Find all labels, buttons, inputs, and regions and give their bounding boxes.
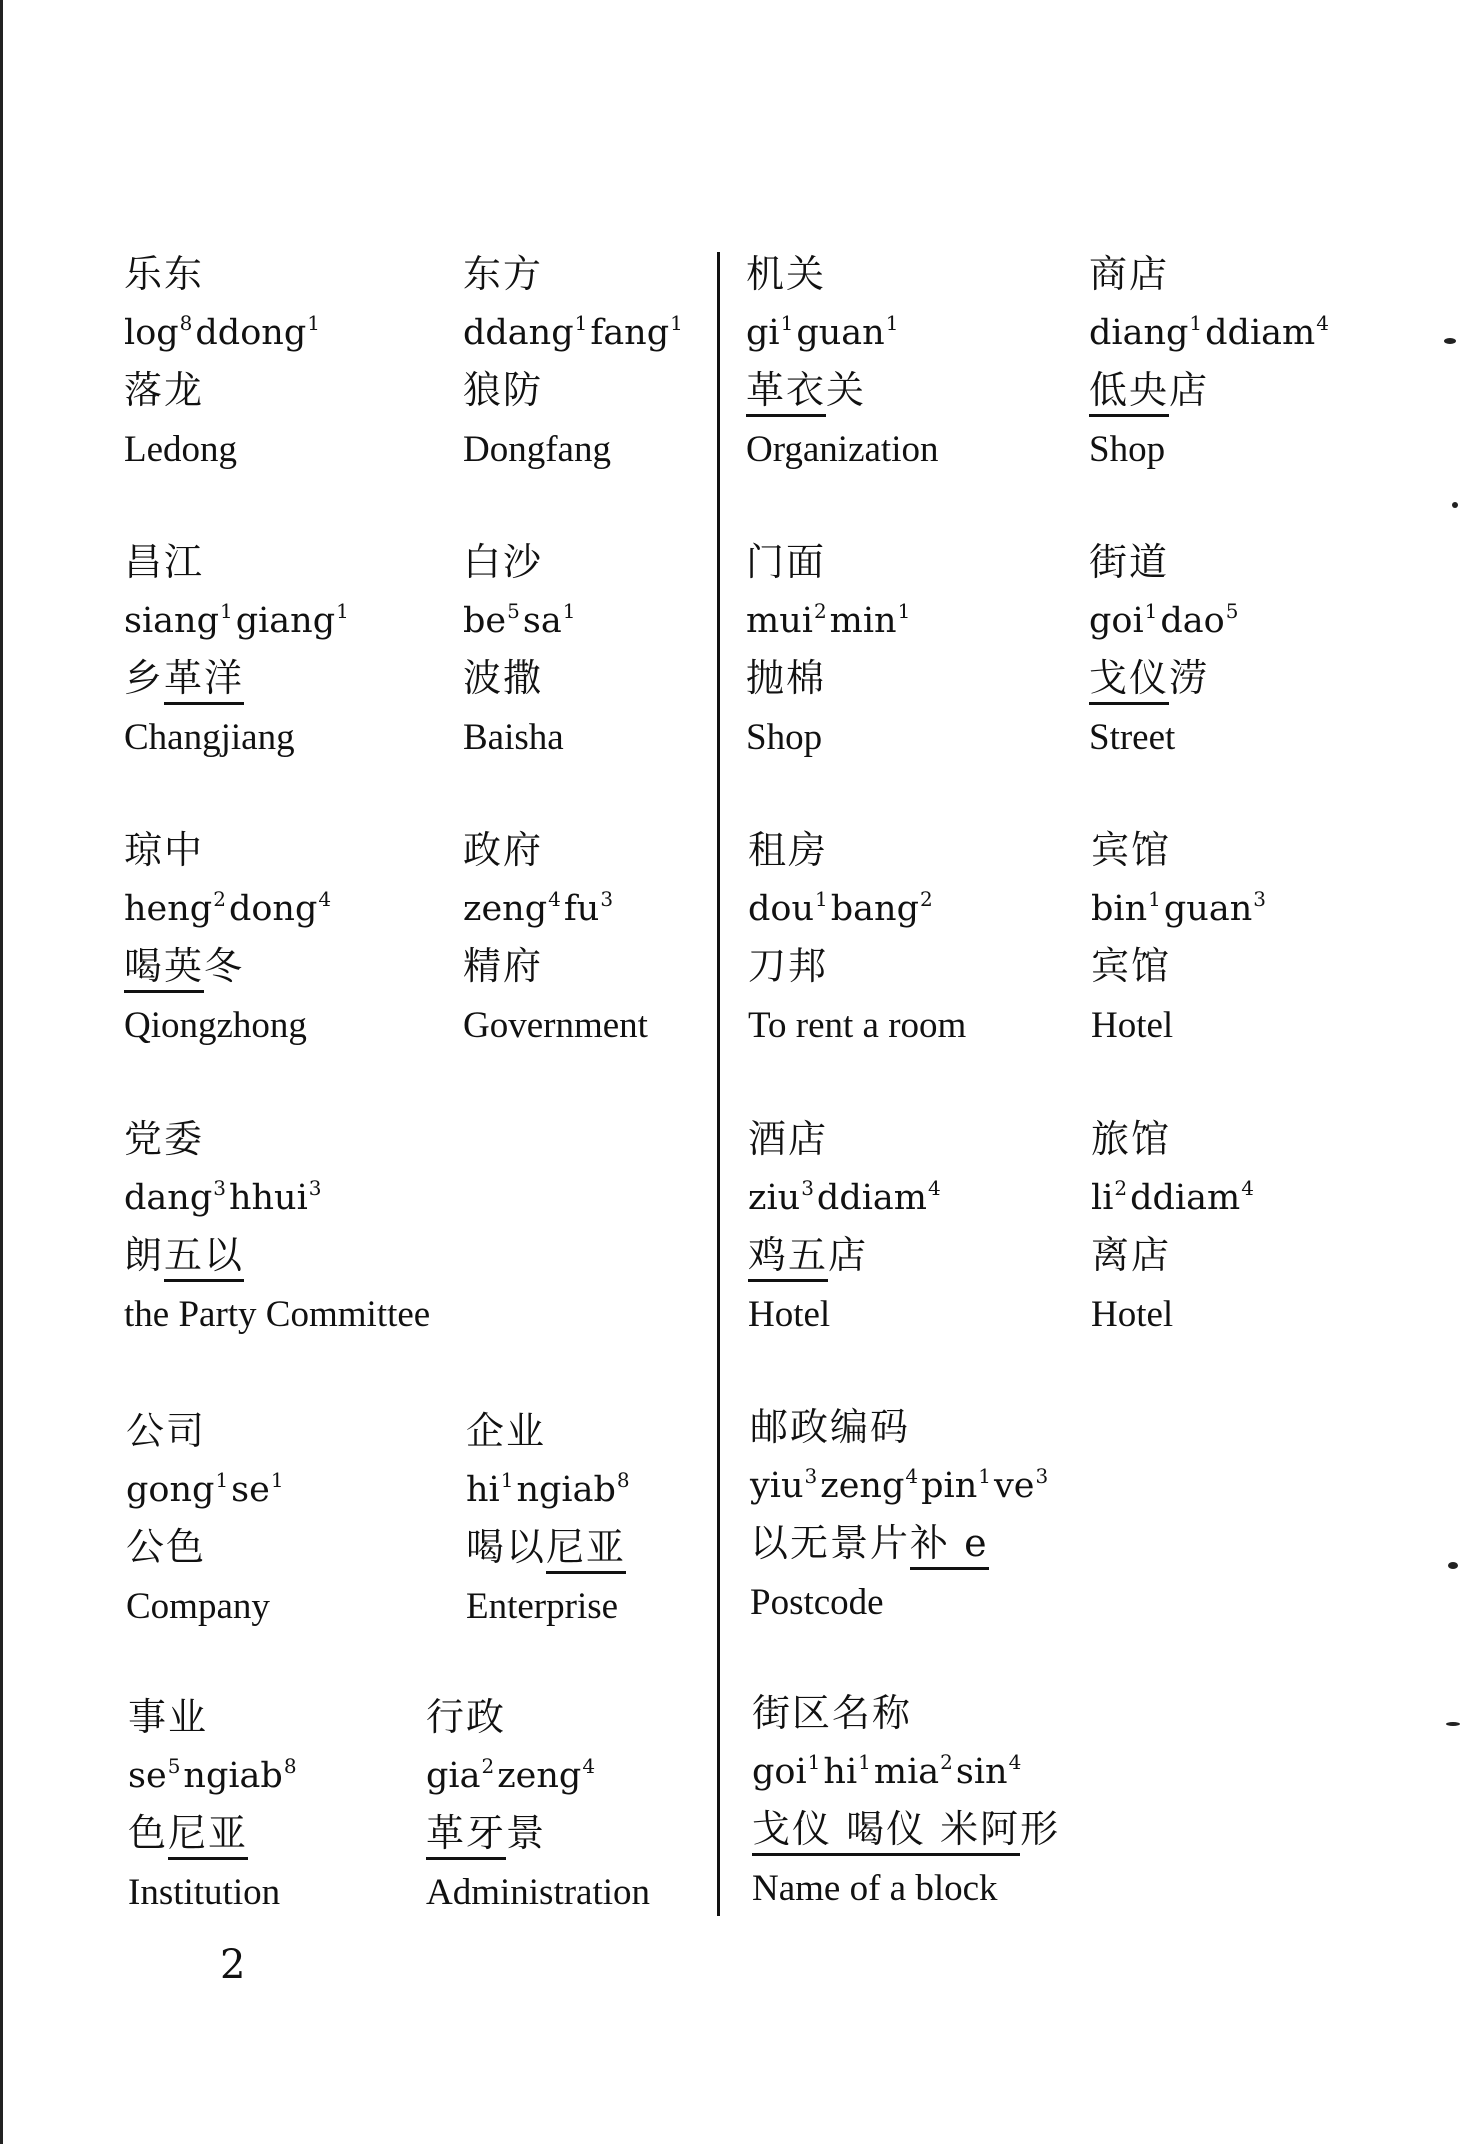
english-translation: Dongfang <box>463 429 611 470</box>
pinyin-syllable: fang <box>590 313 670 353</box>
chinese-term: 门面 <box>746 540 827 584</box>
chinese-term: 酒店 <box>748 1117 829 1161</box>
underlined-transcription: 尼亚 <box>168 1811 248 1860</box>
pinyin-syllable: guan <box>1163 889 1253 929</box>
chinese-term: 街区名称 <box>752 1691 913 1735</box>
pinyin-line <box>124 599 507 659</box>
transcription-text: 落龙 <box>124 368 205 412</box>
phonetic-transcription <box>750 1521 1130 1584</box>
underlined-transcription: 戈仪 <box>1089 656 1169 705</box>
transcription-text: 冬 <box>204 944 245 988</box>
chinese-term: 白沙 <box>463 540 544 584</box>
pinyin-syllable: goi <box>752 1752 807 1792</box>
phonetic-transcription <box>746 656 1126 719</box>
tone-number: 3 <box>213 1176 226 1200</box>
column-divider <box>717 252 720 1916</box>
pinyin-syllable: gi <box>746 313 780 353</box>
tone-number: 1 <box>215 1468 229 1492</box>
transcription-text: 刀邦 <box>748 944 829 988</box>
tone-number: 4 <box>318 887 332 911</box>
tone-number: 3 <box>801 1176 814 1200</box>
pinyin-syllable: siang <box>124 601 219 641</box>
tone-number: 1 <box>1144 599 1158 623</box>
entry-rent-room <box>748 828 1128 1065</box>
pinyin-syllable: sa <box>522 601 562 641</box>
scan-speck <box>1452 502 1458 508</box>
pinyin-syllable: ddiam <box>816 1178 927 1218</box>
pinyin-syllable: ddang <box>463 313 574 353</box>
chinese-term: 邮政编码 <box>750 1405 911 1449</box>
tone-number: 1 <box>562 599 576 623</box>
transcription-text: 精府 <box>463 944 544 988</box>
phonetic-transcription <box>748 1233 1128 1296</box>
underlined-transcription: 五以 <box>164 1233 244 1282</box>
pinyin-line <box>748 889 1128 947</box>
tone-number: 1 <box>219 599 233 623</box>
chinese-term: 商店 <box>1089 252 1170 296</box>
pinyin-syllable: li <box>1091 1178 1114 1218</box>
underlined-transcription: 低央 <box>1089 368 1169 417</box>
pinyin-syllable: yiu <box>750 1466 804 1506</box>
tone-number: 1 <box>807 1750 821 1774</box>
pinyin-syllable: zeng <box>497 1756 582 1796</box>
tone-number: 2 <box>481 1754 495 1778</box>
tone-number: 2 <box>213 887 226 911</box>
transcription-text: 公色 <box>126 1525 207 1569</box>
tone-number: 3 <box>1253 887 1266 911</box>
tone-number: 3 <box>1035 1464 1049 1488</box>
tone-number: 4 <box>582 1754 596 1778</box>
transcription-text: 乡 <box>124 656 165 700</box>
pinyin-syllable: hhui <box>228 1178 308 1218</box>
entry-organization <box>746 252 1126 489</box>
transcription-text: 离店 <box>1091 1233 1172 1277</box>
pinyin-syllable: ddong <box>195 313 307 353</box>
chinese-term: 公司 <box>126 1409 207 1453</box>
english-translation: Changjiang <box>124 717 295 758</box>
entry-administration <box>426 1695 806 1932</box>
tone-number: 2 <box>1114 1176 1128 1200</box>
pinyin-syllable: min <box>829 601 897 641</box>
tone-number: 1 <box>815 887 828 911</box>
pinyin-line <box>750 1466 1130 1524</box>
tone-number: 5 <box>1225 599 1239 623</box>
pinyin-syllable: mui <box>746 601 813 641</box>
pinyin-syllable: guan <box>796 313 885 353</box>
phonetic-transcription <box>126 1525 506 1588</box>
pinyin-syllable: mia <box>873 1752 940 1792</box>
chinese-term: 政府 <box>463 828 544 872</box>
pinyin-syllable: sin <box>955 1752 1008 1792</box>
chinese-term: 昌江 <box>124 540 205 584</box>
chinese-term: 乐东 <box>124 252 205 296</box>
pinyin-syllable: pin <box>921 1466 978 1506</box>
tone-number: 3 <box>804 1464 818 1488</box>
tone-number: 5 <box>507 599 520 623</box>
pinyin-syllable: ve <box>993 1466 1035 1506</box>
entry-guesthouse <box>1091 828 1471 1065</box>
phonetic-transcription <box>1091 1233 1471 1296</box>
chinese-term: 旅馆 <box>1091 1117 1172 1161</box>
transcription-text: 抛棉 <box>746 656 827 700</box>
pinyin-syllable: ngiab <box>516 1470 616 1510</box>
tone-number: 4 <box>1316 311 1329 335</box>
scan-speck <box>1444 338 1456 344</box>
pinyin-syllable: be <box>463 601 507 641</box>
underlined-transcription: 鸡五 <box>748 1233 828 1282</box>
entry-shop <box>1089 252 1469 489</box>
entry-tavern-hotel <box>748 1117 1128 1354</box>
english-translation: Enterprise <box>466 1586 619 1627</box>
transcription-text: 喝以 <box>466 1525 547 1569</box>
tone-number: 8 <box>283 1754 297 1778</box>
pinyin-syllable: zeng <box>463 889 548 929</box>
phonetic-transcription <box>1089 368 1469 431</box>
transcription-text: 以无景片 <box>750 1521 911 1565</box>
transcription-text: 涝 <box>1169 656 1210 700</box>
pinyin-line <box>124 313 504 371</box>
english-translation: Shop <box>746 717 823 758</box>
transcription-text: 关 <box>826 368 867 412</box>
entry-postcode <box>750 1405 1130 1642</box>
english-translation: To rent a room <box>748 1005 967 1046</box>
tone-number: 5 <box>167 1754 181 1778</box>
pinyin-syllable: ddiam <box>1130 1178 1241 1218</box>
pinyin-line <box>426 1756 806 1814</box>
pinyin-syllable: log <box>124 313 179 353</box>
pinyin-syllable: diang <box>1089 313 1189 353</box>
pinyin-line <box>1089 313 1469 371</box>
pinyin-syllable: ngiab <box>183 1756 283 1796</box>
tone-number: 8 <box>179 311 193 335</box>
transcription-text: 店 <box>1169 368 1210 412</box>
pinyin-line <box>746 313 1126 371</box>
underlined-transcription: 革衣 <box>746 368 826 417</box>
pinyin-syllable: dou <box>748 889 815 929</box>
phonetic-transcription <box>748 944 1128 1007</box>
pinyin-syllable: ziu <box>748 1178 801 1218</box>
transcription-text: 宾馆 <box>1091 944 1172 988</box>
underlined-transcription: 尼亚 <box>546 1525 626 1574</box>
tone-number: 2 <box>813 599 827 623</box>
tone-number: 1 <box>978 1464 991 1488</box>
english-translation: Hotel <box>748 1294 831 1335</box>
pinyin-syllable: hi <box>466 1470 500 1510</box>
scan-speck <box>1446 1722 1460 1726</box>
transcription-text: 形 <box>1020 1807 1061 1851</box>
transcription-text: 色 <box>128 1811 169 1855</box>
pinyin-syllable: dang <box>124 1178 213 1218</box>
pinyin-syllable: dong <box>228 889 318 929</box>
phonetic-transcription <box>746 368 1126 431</box>
pinyin-syllable: giang <box>235 601 336 641</box>
pinyin-syllable: ddiam <box>1205 313 1316 353</box>
tone-number: 4 <box>927 1176 941 1200</box>
chinese-term: 党委 <box>124 1117 205 1161</box>
chinese-term: 东方 <box>463 252 544 296</box>
pinyin-line <box>1091 1178 1471 1236</box>
tone-number: 1 <box>1189 311 1203 335</box>
scan-speck <box>1448 1562 1458 1569</box>
pinyin-syllable: se <box>231 1470 270 1510</box>
transcription-text: 狼防 <box>463 368 544 412</box>
tone-number: 3 <box>308 1176 322 1200</box>
underlined-transcription: 喝英 <box>124 944 204 993</box>
entry-inn-hotel <box>1091 1117 1471 1354</box>
entry-block-name <box>752 1691 1212 1928</box>
underlined-transcription: 革牙 <box>426 1811 506 1860</box>
tone-number: 3 <box>600 887 614 911</box>
english-translation: Name of a block <box>752 1868 998 1909</box>
tone-number: 1 <box>500 1468 514 1492</box>
tone-number: 1 <box>780 311 794 335</box>
chinese-term: 行政 <box>426 1695 507 1739</box>
pinyin-syllable: zeng <box>820 1466 905 1506</box>
chinese-term: 企业 <box>466 1409 547 1453</box>
entry-street <box>1089 540 1469 777</box>
transcription-text: 景 <box>506 1811 547 1855</box>
english-translation: Administration <box>426 1872 651 1913</box>
english-translation: Company <box>126 1586 270 1627</box>
tone-number: 2 <box>919 887 933 911</box>
entry-company <box>126 1409 506 1646</box>
english-translation: Government <box>463 1005 648 1046</box>
english-translation: Baisha <box>463 717 564 758</box>
transcription-text: 店 <box>828 1233 869 1277</box>
tone-number: 4 <box>548 887 561 911</box>
pinyin-line <box>126 1470 506 1528</box>
phonetic-transcription <box>124 1233 624 1296</box>
pinyin-syllable: gong <box>126 1470 215 1510</box>
pinyin-line <box>124 1178 624 1236</box>
pinyin-line <box>752 1752 1212 1810</box>
tone-number: 1 <box>574 311 588 335</box>
tone-number: 1 <box>858 1750 871 1774</box>
english-translation: Shop <box>1089 429 1166 470</box>
pinyin-line <box>124 889 504 947</box>
english-translation: Qiongzhong <box>124 1005 307 1046</box>
english-translation: Ledong <box>124 429 238 470</box>
chinese-term: 宾馆 <box>1091 828 1172 872</box>
underlined-transcription: 补 e <box>910 1521 989 1570</box>
english-translation: Hotel <box>1091 1294 1174 1335</box>
tone-number: 1 <box>270 1468 284 1492</box>
english-translation: the Party Committee <box>124 1294 431 1335</box>
tone-number: 1 <box>307 311 320 335</box>
entry-party-committee <box>124 1117 624 1354</box>
tone-number: 1 <box>1148 887 1161 911</box>
phonetic-transcription <box>1091 944 1471 1007</box>
tone-number: 1 <box>336 599 349 623</box>
pinyin-line <box>1089 601 1469 659</box>
underlined-transcription: 革洋 <box>164 656 244 705</box>
pinyin-syllable: goi <box>1089 601 1144 641</box>
transcription-text: 波撒 <box>463 656 544 700</box>
tone-number: 1 <box>885 311 899 335</box>
pinyin-syllable: fu <box>563 889 600 929</box>
chinese-term: 租房 <box>748 828 829 872</box>
tone-number: 4 <box>905 1464 919 1488</box>
chinese-term: 机关 <box>746 252 827 296</box>
english-translation: Institution <box>128 1872 281 1913</box>
page-edge-line <box>0 0 3 2144</box>
phonetic-transcription <box>752 1807 1212 1870</box>
page-number: 2 <box>220 1942 246 1988</box>
pinyin-syllable: dao <box>1160 601 1225 641</box>
pinyin-syllable: hi <box>823 1752 858 1792</box>
pinyin-line <box>746 601 1126 659</box>
pinyin-syllable: se <box>128 1756 167 1796</box>
tone-number: 1 <box>670 311 683 335</box>
english-translation: Organization <box>746 429 939 470</box>
english-translation: Postcode <box>750 1582 884 1623</box>
english-translation: Street <box>1089 717 1176 758</box>
pinyin-syllable: gia <box>426 1756 481 1796</box>
tone-number: 8 <box>616 1468 630 1492</box>
entry-shopfront <box>746 540 1126 777</box>
pinyin-syllable: heng <box>124 889 213 929</box>
transcription-text: 朗 <box>124 1233 165 1277</box>
english-translation: Hotel <box>1091 1005 1174 1046</box>
phonetic-transcription <box>426 1811 806 1874</box>
chinese-term: 街道 <box>1089 540 1170 584</box>
tone-number: 4 <box>1008 1750 1022 1774</box>
phonetic-transcription <box>1089 656 1469 719</box>
tone-number: 2 <box>940 1750 953 1774</box>
pinyin-line <box>748 1178 1128 1236</box>
pinyin-syllable: bin <box>1091 889 1148 929</box>
pinyin-syllable: bang <box>830 889 919 929</box>
pinyin-line <box>1091 889 1471 947</box>
chinese-term: 事业 <box>128 1695 209 1739</box>
underlined-transcription: 戈仪 喝仪 米阿 <box>752 1807 1020 1856</box>
tone-number: 1 <box>897 599 911 623</box>
tone-number: 4 <box>1241 1176 1254 1200</box>
chinese-term: 琼中 <box>124 828 205 872</box>
